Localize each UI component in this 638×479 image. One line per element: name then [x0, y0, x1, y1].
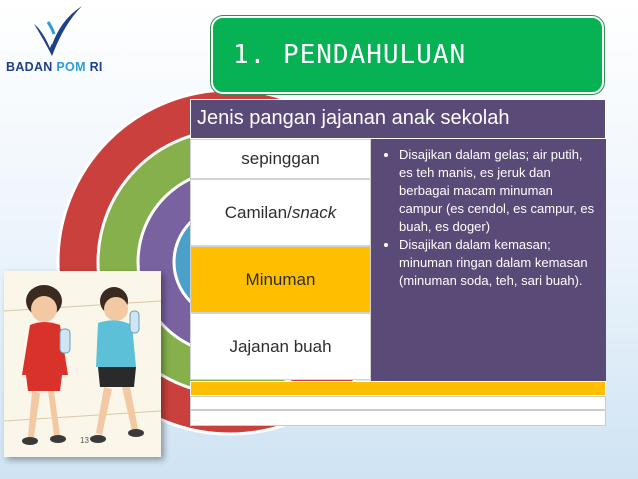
table-stripe-amber: [190, 381, 606, 396]
description-bullet-2: • Disajikan dalam kemasan; minuman ringan dalam kemasan (minuman soda, teh, sari buah).: [399, 236, 596, 290]
page-number: 13: [80, 436, 89, 445]
table-header-text: Jenis pangan jajanan anak sekolah: [197, 107, 510, 129]
table-header: [190, 99, 606, 139]
table-stripe-white-1: [190, 396, 606, 410]
children-drinking-image: [4, 271, 161, 457]
description-list: [371, 146, 596, 290]
children-illustration: [4, 271, 161, 457]
description-panel: [371, 139, 606, 381]
description-bullet-1: • Disajikan dalam gelas; air putih, es teh manis, es jeruk dan berbagai macam minuman campur (es cendol, es campur, es buah, es doger): [399, 146, 596, 236]
table-stripe-white-2: [190, 410, 606, 426]
category-jajanan-buah: Jajanan buah: [190, 313, 371, 380]
logo-text: BADAN POM RI: [6, 60, 103, 74]
category-sepinggan: sepinggan: [190, 139, 371, 179]
category-camilan-snack: Camilan/ snack: [190, 179, 371, 246]
title-banner: [211, 16, 604, 94]
category-minuman: Minuman: [190, 246, 371, 313]
slide-title: 1. PENDAHULUAN: [233, 40, 467, 70]
